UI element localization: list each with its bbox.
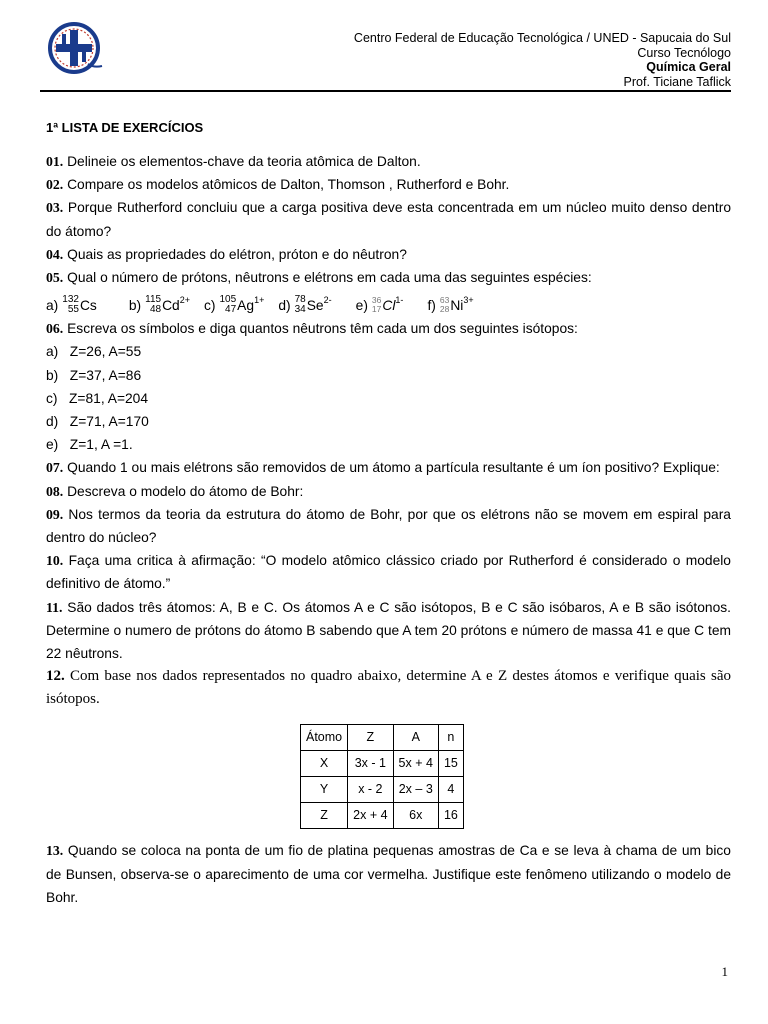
question-02: 02. Compare os modelos atômicos de Dalton, Thomson , Rutherford e Bohr. [46,177,510,193]
atoms-table [300,724,464,830]
question-03: 03. Porque Rutherford concluiu que a carga positiva deve esta concentrada em um núcleo muito denso dentro do átomo? [46,200,731,239]
question-08: 08. Descreva o modelo do átomo de Bohr: [46,483,304,499]
isotope-item: c) Z=81, A=204 [46,390,149,406]
question-11: 11. São dados três átomos: A, B e C. Os átomos A e C são isótopos, B e C são isóbaros, A e B são isótonos. Determine o numero de prótons do átomo B sabendo que A tem 20 prótons e número de massa 41 e que C tem 22 nêutrons. [46,599,731,662]
table-row [301,777,464,803]
header-divider [40,90,731,92]
table-row [301,803,464,829]
table-cell: 5x + 4 [393,750,438,776]
question-13: 13. Quando se coloca na ponta de um fio de platina pequenas amostras de Ca e se leva à chama de um bico de Bunsen, observa-se o aparecimento de uma cor vermelha. Justifique este fenômeno utilizando o modelo de Bohr. [46,843,731,905]
isotope-item: e) Z=1, A =1. [46,437,133,453]
question-12: 12. Com base nos dados representados no quadro abaixo, determine A e Z destes átomos e verifique quais são isótopos. [46,668,732,708]
table-header-row [301,724,464,750]
question-09: 09. Nos termos da teoria da estrutura do átomo de Bohr, por que os elétrons não se movem em espiral para dentro do núcleo? [46,506,731,546]
table-cell: 2x + 4 [348,803,393,829]
table-header-cell: Átomo [301,724,348,750]
table-cell: 16 [438,803,463,829]
table-header-cell: A [393,724,438,750]
species-item: d) 78 34 Se 2- [278,294,332,316]
question-04: 04. Quais as propriedades do elétron, próton e do nêutron? [46,246,407,262]
table-cell: 4 [438,777,463,803]
species-list [46,290,731,320]
table-cell: 2x – 3 [393,777,438,803]
species-item: e) 36 17 Cl 1- [355,294,404,315]
table-cell: 6x [393,803,438,829]
institution-name: Centro Federal de Educação Tecnológica / UNED - Sapucaia do Sul [353,31,731,45]
page-title: 1ª LISTA DE EXERCÍCIOS [46,120,204,135]
table-cell: 3x - 1 [348,750,393,776]
table-cell: X [301,750,348,776]
question-07: 07. Quando 1 ou mais elétrons são removidos de um átomo a partícula resultante é um íon positivo? Explique: [46,460,720,476]
table-row [301,750,464,776]
table-header-cell: n [438,724,463,750]
exercise-list [46,150,731,909]
species-item: a) 132 55 Cs [46,294,97,316]
isotope-item: b) Z=37, A=86 [46,367,142,383]
table-cell: x - 2 [348,777,393,803]
isotope-item: d) Z=71, A=170 [46,414,149,430]
document-header [354,31,731,89]
isotope-item: a) Z=26, A=55 [46,344,142,360]
table-cell: 15 [438,750,463,776]
question-06: 06. Escreva os símbolos e diga quantos nêutrons têm cada um dos seguintes isótopos: [46,321,578,337]
subject-name: Química Geral [646,60,731,74]
professor-name: Prof. Ticiane Taflick [623,74,731,89]
table-cell: Y [301,777,348,803]
question-10: 10. Faça uma critica à afirmação: “O modelo atômico clássico criado por Rutherford é considerado o modelo definitivo de átomo.” [46,553,731,592]
table-header-cell: Z [348,724,393,750]
species-item: b) 115 48 Cd 2+ [128,294,190,316]
question-01: 01. Delineie os elementos-chave da teoria atômica de Dalton. [46,154,421,169]
table-cell: Z [301,803,348,829]
question-05: 05. Qual o número de prótons, nêutrons e elétrons em cada uma das seguintes espécies: [46,270,592,286]
cefet-logo-icon [40,20,108,76]
species-item: c) 105 47 Ag 1+ [203,294,265,316]
species-item: f) 63 28 Ni 3+ [427,294,474,315]
page-number: 1 [721,964,728,979]
course-name: Curso Tecnólogo [637,45,731,60]
